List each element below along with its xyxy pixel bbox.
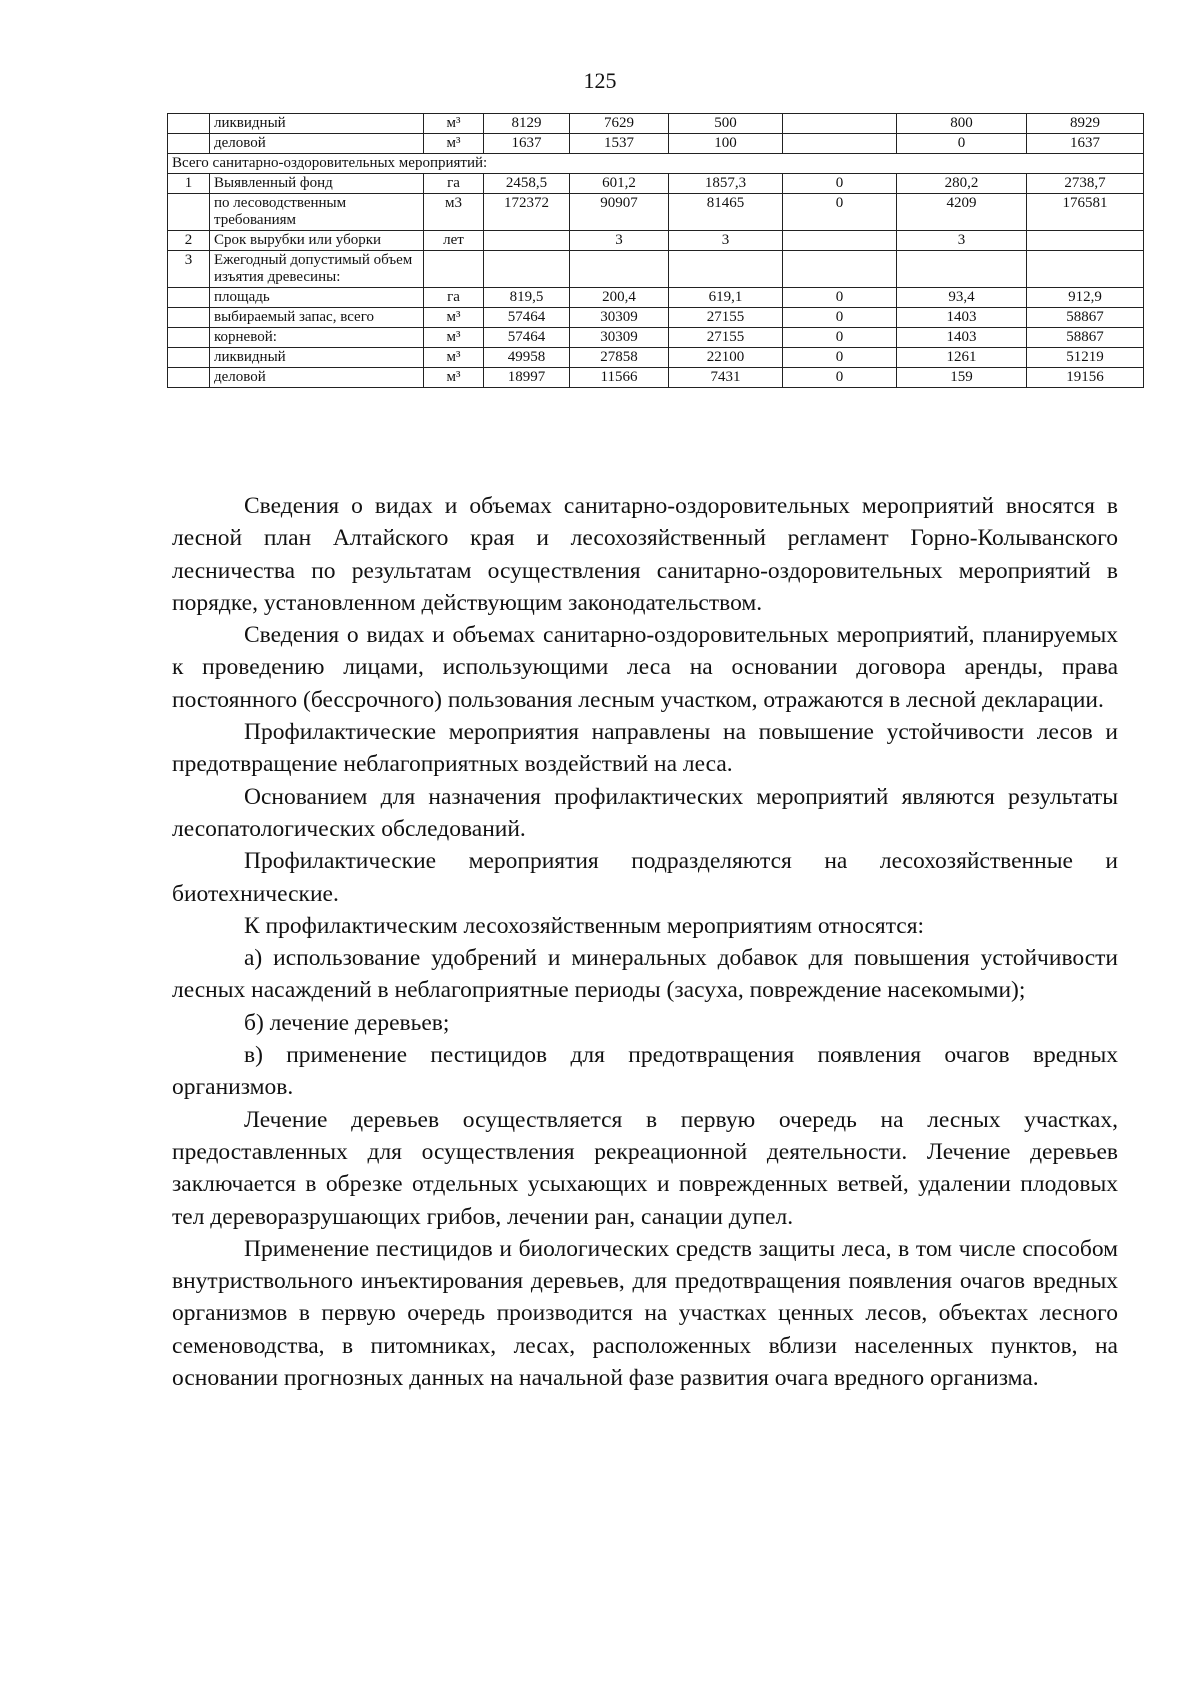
cell-col-4-value: 0 [783,348,897,368]
cell-col-1-value: 57464 [484,328,570,348]
cell-unit: м³ [424,134,484,154]
cell-row-name: деловой [210,368,424,388]
cell-unit: лет [424,231,484,251]
cell-col-6-value: 2738,7 [1027,174,1144,194]
cell-row-number [168,288,210,308]
cell-col-3-value: 100 [669,134,783,154]
cell-col-3-value: 500 [669,114,783,134]
paragraph: Лечение деревьев осуществляется в первую очередь на лесных участках, предоставленных для осуществления рекреационной деятельности. Лечение деревьев заключается в обрезке отдельных усыхающих и поврежденных ветвей, удалении плодовых тел дереворазрушающих грибов, лечении ран, санации дупел. [172,1106,1118,1230]
cell-col-4-value [783,134,897,154]
cell-col-4-value: 0 [783,194,897,231]
cell-row-number [168,328,210,348]
cell-col-5-value: 800 [897,114,1027,134]
cell-row-number [168,348,210,368]
cell-col-4-value [783,251,897,288]
cell-col-3-value: 1857,3 [669,174,783,194]
paragraph: Сведения о видах и объемах санитарно-оздоровительных мероприятий вносятся в лесной план Алтайского края и лесохозяйственный регламент Горно-Колыванского лесничества по результатам осуществления санитарно-оздоровительных мероприятий в порядке, установленном действующим законодательством. [172,493,1118,616]
cell-col-2-value: 1537 [570,134,669,154]
cell-col-6-value: 51219 [1027,348,1144,368]
table-row [168,114,1144,134]
cell-unit: м³ [424,348,484,368]
table-row [168,328,1144,348]
paragraph: К профилактическим лесохозяйственным мероприятиям относятся: [244,912,925,939]
cell-row-name: ликвидный [210,114,424,134]
cell-col-2-value: 90907 [570,194,669,231]
cell-col-1-value: 57464 [484,308,570,328]
cell-row-name: Ежегодный допустимый объем изъятия древесины: [210,251,424,288]
cell-row-name: по лесоводственным требованиям [210,194,424,231]
paragraph: Профилактические мероприятия подразделяются на лесохозяйственные и биотехнические. [172,848,1118,907]
cell-col-4-value [783,231,897,251]
table-row [168,348,1144,368]
table-row [168,134,1144,154]
cell-col-2-value: 7629 [570,114,669,134]
cell-unit: м³ [424,368,484,388]
cell-col-3-value: 7431 [669,368,783,388]
paragraph: Применение пестицидов и биологических средств защиты леса, в том числе способом внутриствольного инъектирования деревьев, для предотвращения появления очагов вредных организмов в первую очередь производится на участках ценных лесов, объектах лесного семеноводства, в питомниках, лесах, расположенных вблизи населенных пунктов, на основании прогнозных данных на начальной фазе развития очага вредного организма. [172,1235,1118,1392]
cell-col-3-value: 3 [669,231,783,251]
cell-unit: га [424,288,484,308]
cell-col-5-value: 93,4 [897,288,1027,308]
cell-col-4-value: 0 [783,368,897,388]
cell-col-5-value: 1261 [897,348,1027,368]
cell-col-5-value: 4209 [897,194,1027,231]
paragraph: Профилактические мероприятия направлены на повышение устойчивости лесов и предотвращение неблагоприятных воздействий на леса. [172,719,1118,778]
paragraph: Сведения о видах и объемах санитарно-оздоровительных мероприятий, планируемых к проведению лицами, использующими леса на основании договора аренды, права постоянного (бессрочного) пользования лесным участком, отражаются в лесной декларации. [172,622,1118,713]
cell-col-4-value: 0 [783,308,897,328]
cell-col-5-value [897,251,1027,288]
section-title: Всего санитарно-оздоровительных мероприятий: [168,154,1144,174]
paragraph: Основанием для назначения профилактических мероприятий являются результаты лесопатологических обследований. [172,783,1118,842]
cell-col-2-value: 11566 [570,368,669,388]
cell-unit: м3 [424,194,484,231]
cell-col-3-value: 81465 [669,194,783,231]
cell-row-number: 2 [168,231,210,251]
cell-col-6-value: 912,9 [1027,288,1144,308]
paragraph: а) использование удобрений и минеральных добавок для повышения устойчивости лесных насаждений в неблагоприятные периоды (засуха, повреждение насекомыми); [172,945,1118,1004]
cell-col-3-value: 27155 [669,328,783,348]
table-row [168,251,1144,288]
cell-row-name: площадь [210,288,424,308]
cell-col-3-value: 619,1 [669,288,783,308]
cell-col-2-value: 27858 [570,348,669,368]
cell-col-6-value: 176581 [1027,194,1144,231]
cell-col-2-value: 200,4 [570,288,669,308]
cell-col-2-value: 3 [570,231,669,251]
cell-col-1-value: 1637 [484,134,570,154]
cell-col-6-value [1027,231,1144,251]
page-number: 125 [583,68,617,93]
table-row [168,368,1144,388]
cell-row-number [168,114,210,134]
cell-col-1-value [484,251,570,288]
cell-unit: м³ [424,328,484,348]
cell-row-number: 1 [168,174,210,194]
cell-col-5-value: 159 [897,368,1027,388]
cell-col-5-value: 3 [897,231,1027,251]
cell-row-name: Выявленный фонд [210,174,424,194]
section-row [168,154,1144,174]
cell-col-4-value [783,114,897,134]
cell-unit: м³ [424,308,484,328]
cell-col-2-value: 30309 [570,308,669,328]
cell-row-name: Срок вырубки или уборки [210,231,424,251]
cell-col-5-value: 1403 [897,308,1027,328]
cell-col-5-value: 280,2 [897,174,1027,194]
cell-col-2-value: 601,2 [570,174,669,194]
table-row [168,288,1144,308]
cell-row-number [168,194,210,231]
cell-col-3-value: 27155 [669,308,783,328]
cell-col-1-value: 49958 [484,348,570,368]
cell-row-name: ликвидный [210,348,424,368]
cell-col-4-value: 0 [783,174,897,194]
cell-col-4-value: 0 [783,288,897,308]
table-row [168,308,1144,328]
cell-row-name: деловой [210,134,424,154]
cell-unit [424,251,484,288]
table-row [168,231,1144,251]
cell-col-6-value: 58867 [1027,308,1144,328]
cell-col-4-value: 0 [783,328,897,348]
cell-col-2-value: 30309 [570,328,669,348]
cell-col-5-value: 0 [897,134,1027,154]
paragraph: б) лечение деревьев; [244,1009,450,1036]
cell-row-number [168,368,210,388]
cell-col-1-value [484,231,570,251]
cell-col-6-value: 19156 [1027,368,1144,388]
cell-col-6-value [1027,251,1144,288]
cell-row-number [168,308,210,328]
cell-col-3-value [669,251,783,288]
cell-col-1-value: 172372 [484,194,570,231]
body-text [172,490,1118,1394]
cell-col-1-value: 2458,5 [484,174,570,194]
table-row [168,174,1144,194]
forest-measures-table [167,113,1144,388]
cell-unit: м³ [424,114,484,134]
cell-col-6-value: 8929 [1027,114,1144,134]
cell-col-5-value: 1403 [897,328,1027,348]
cell-col-6-value: 1637 [1027,134,1144,154]
cell-unit: га [424,174,484,194]
cell-col-1-value: 819,5 [484,288,570,308]
cell-col-2-value [570,251,669,288]
cell-row-number: 3 [168,251,210,288]
paragraph: в) применение пестицидов для предотвращения появления очагов вредных организмов. [172,1042,1118,1101]
cell-row-name: выбираемый запас, всего [210,308,424,328]
table-row [168,194,1144,231]
cell-row-number [168,134,210,154]
table-body [168,114,1144,388]
cell-col-1-value: 8129 [484,114,570,134]
cell-row-name: корневой: [210,328,424,348]
cell-col-3-value: 22100 [669,348,783,368]
cell-col-6-value: 58867 [1027,328,1144,348]
cell-col-1-value: 18997 [484,368,570,388]
